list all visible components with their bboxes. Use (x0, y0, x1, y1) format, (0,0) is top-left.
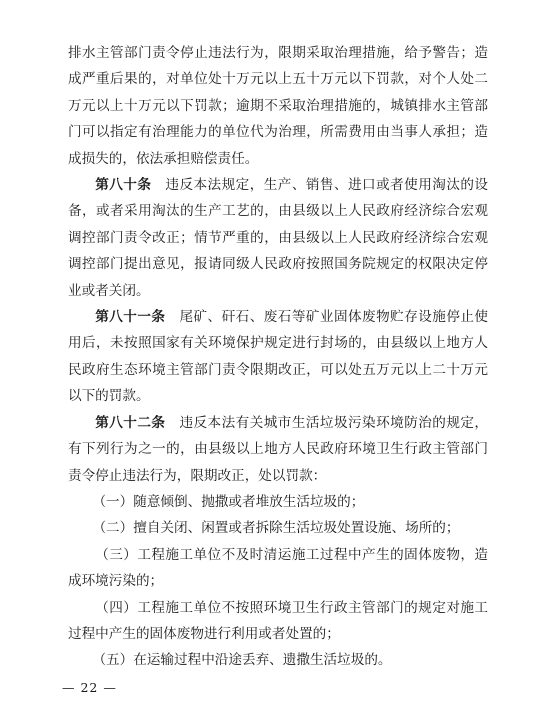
article-number: 第八十二条 (95, 414, 166, 431)
article-text: 违反本法有关城市生活垃圾污染环境防治的规定，有下列行为之一的，由县级以上地方人民政府环境卫生行政主管部门责令停止违法行为，限期改正，处以罚款： (68, 414, 489, 484)
article-text: 尾矿、矸石、废石等矿业固体废物贮存设施停止使用后，未按照国家有关环境保护规定进行封场的，由县级以上地方人民政府生态环境主管部门责令限期改正，可以处五万元以上二十万元以下的罚款。 (68, 309, 489, 405)
article-80 (68, 172, 488, 304)
article-number: 第八十一条 (95, 309, 166, 326)
list-item-3: （三）工程施工单位不及时清运施工过程中产生的固体废物，造成环境污染的； (68, 546, 488, 590)
continuation-paragraph: 排水主管部门责令停止违法行为，限期采取治理措施，给予警告；造成严重后果的，对单位处十万元以上五十万元以下罚款，对个人处二万元以上十万元以下罚款；逾期不采取治理措施的，城镇排水主管部门可以指定有治理能力的单位代为治理，所需费用由当事人承担；造成损失的，依法承担赔偿责任。 (68, 45, 488, 167)
article-82 (68, 410, 488, 489)
list-item-4: （四）工程施工单位不按照环境卫生行政主管部门的规定对施工过程中产生的固体废物进行利用或者处置的； (68, 599, 488, 642)
page-number: — 22 — (62, 680, 117, 695)
article-number: 第八十条 (95, 177, 152, 194)
article-text: 违反本法规定，生产、销售、进口或者使用淘汰的设备，或者采用淘汰的生产工艺的，由县级以上人民政府经济综合宏观调控部门责令改正；情节严重的，由县级以上人民政府经济综合宏观调控部门提出意见，报请同级人民政府按照国务院规定的权限决定停业或者关闭。 (68, 177, 489, 299)
law-text-body (68, 40, 488, 674)
list-item-5: （五）在运输过程中沿途丢弃、遗撒生活垃圾的。 (92, 652, 392, 669)
list-item-2: （二）擅自关闭、闲置或者拆除生活垃圾处置设施、场所的； (92, 520, 460, 537)
article-81 (68, 304, 488, 410)
list-item-1: （一）随意倾倒、抛撒或者堆放生活垃圾的； (92, 493, 365, 510)
